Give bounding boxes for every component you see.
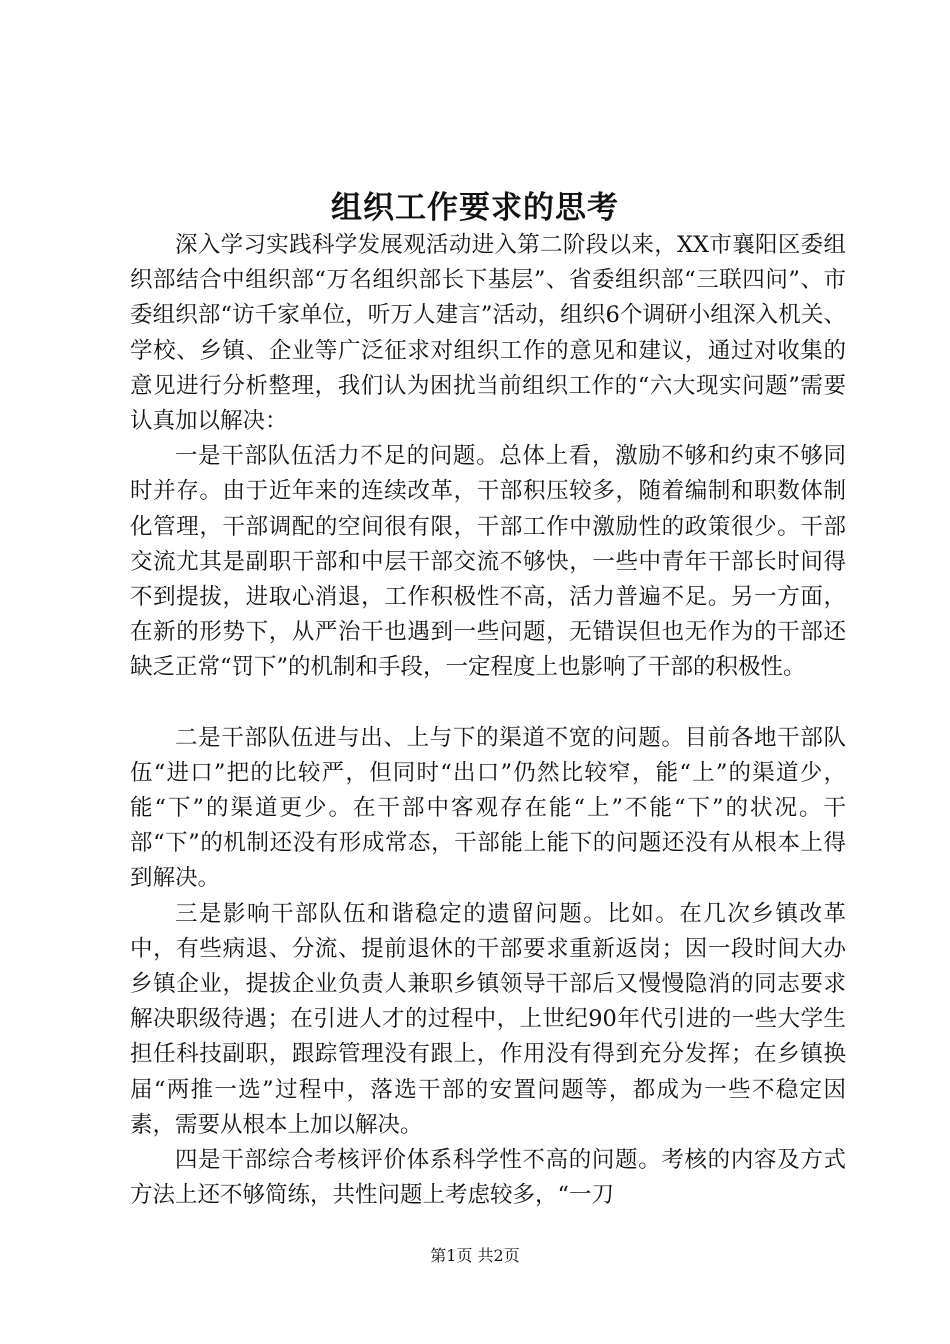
document-body	[130, 228, 846, 1213]
paragraph-issue-4: 四是干部综合考核评价体系科学性不高的问题。考核的内容及方式方法上还不够简练，共性问题上考虑较多，“一刀	[130, 1147, 846, 1209]
paragraph-issue-2: 二是干部队伍进与出、上与下的渠道不宽的问题。目前各地干部队伍“进口”把的比较严，但同时“出口”仍然比较窄，能“上”的渠道少，能“下”的渠道更少。在干部中客观存在能“上”不能“下”的状况。干部“下”的机制还没有形成常态，干部能上能下的问题还没有从根本上得到解决。	[130, 724, 846, 892]
document-title: 组织工作要求的思考	[331, 190, 619, 226]
paragraph-intro: 深入学习实践科学发展观活动进入第二阶段以来，XX市襄阳区委组织部结合中组织部“万名组织部长下基层”、省委组织部“三联四问”、市委组织部“访千家单位，听万人建言”活动，组织6个调研小组深入机关、学校、乡镇、企业等广泛征求对组织工作的意见和建议，通过对收集的意见进行分析整理，我们认为困扰当前组织工作的“六大现实问题”需要认真加以解决：	[130, 232, 846, 435]
paragraph-issue-3: 三是影响干部队伍和谐稳定的遗留问题。比如。在几次乡镇改革中，有些病退、分流、提前退休的干部要求重新返岗；因一段时间大办乡镇企业，提拔企业负责人兼职乡镇领导干部后又慢慢隐消的同志要求解决职级待遇；在引进人才的过程中，上世纪90年代引进的一些大学生担任科技副职，跟踪管理没有跟上，作用没有得到充分发挥；在乡镇换届“两推一选”过程中，落选干部的安置问题等，都成为一些不稳定因素，需要从根本上加以解决。	[130, 900, 846, 1138]
page-footer: 第1页 共2页	[430, 1246, 520, 1265]
paragraph-issue-1: 一是干部队伍活力不足的问题。总体上看，激励不够和约束不够同时并存。由于近年来的连续改革，干部积压较多，随着编制和职数体制化管理，干部调配的空间很有限，干部工作中激励性的政策很少。干部交流尤其是副职干部和中层干部交流不够快，一些中青年干部长时间得不到提拔，进取心消退，工作积极性不高，活力普遍不足。另一方面，在新的形势下，从严治干也遇到一些问题，无错误但也无作为的干部还缺乏正常“罚下”的机制和手段，一定程度上也影响了干部的积极性。	[130, 443, 846, 681]
